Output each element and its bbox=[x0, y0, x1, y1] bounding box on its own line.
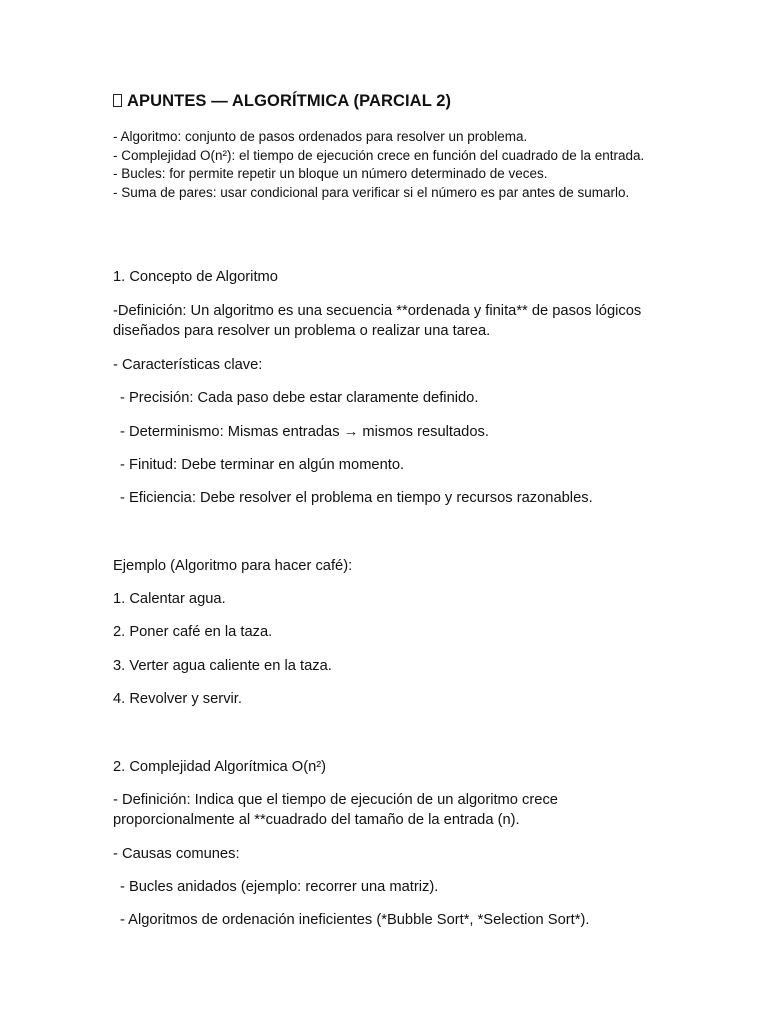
summary-block bbox=[113, 128, 653, 202]
cause-item: - Algoritmos de ordenación ineficientes (*Bubble Sort*, *Selection Sort*). bbox=[120, 912, 590, 928]
characteristic-item: - Determinismo: Mismas entradas → mismos resultados. bbox=[120, 424, 489, 440]
example-step: 4. Revolver y servir. bbox=[113, 691, 242, 707]
cause-item: - Bucles anidados (ejemplo: recorrer una matriz). bbox=[120, 879, 439, 895]
summary-line: - Bucles: for permite repetir un bloque un número determinado de veces. bbox=[113, 166, 548, 182]
missing-glyph-icon bbox=[113, 94, 122, 107]
causes-label: - Causas comunes: bbox=[113, 846, 240, 862]
section-heading: 1. Concepto de Algoritmo bbox=[113, 269, 278, 285]
section-heading: 2. Complejidad Algorítmica O(n²) bbox=[113, 759, 327, 775]
summary-line: - Suma de pares: usar condicional para verificar si el número es par antes de sumarlo. bbox=[113, 184, 630, 200]
characteristic-item: - Finitud: Debe terminar en algún momento. bbox=[120, 457, 405, 473]
example-step: 1. Calentar agua. bbox=[113, 591, 226, 607]
summary-line: - Complejidad O(n²): el tiempo de ejecución crece en función del cuadrado de la entrada. bbox=[113, 147, 645, 163]
characteristic-item: - Precisión: Cada paso debe estar claramente definido. bbox=[120, 390, 479, 406]
title-text: APUNTES — ALGORÍTMICA (PARCIAL 2) bbox=[127, 92, 452, 110]
definition-paragraph: - Definición: Indica que el tiempo de ejecución de un algoritmo crece proporcionalmente al **cuadrado del tamaño de la entrada (n). bbox=[113, 792, 558, 828]
characteristics-label: - Características clave: bbox=[113, 357, 263, 373]
characteristic-item: - Eficiencia: Debe resolver el problema en tiempo y recursos razonables. bbox=[120, 490, 593, 506]
example-heading: Ejemplo (Algoritmo para hacer café): bbox=[113, 558, 353, 574]
document-title bbox=[113, 92, 451, 111]
example-step: 2. Poner café en la taza. bbox=[113, 624, 273, 640]
example-step: 3. Verter agua caliente en la taza. bbox=[113, 658, 332, 674]
definition-paragraph: -Definición: Un algoritmo es una secuencia **ordenada y finita** de pasos lógicos diseñados para resolver un problema o realizar una tarea. bbox=[113, 303, 642, 339]
summary-line: - Algoritmo: conjunto de pasos ordenados para resolver un problema. bbox=[113, 129, 528, 144]
